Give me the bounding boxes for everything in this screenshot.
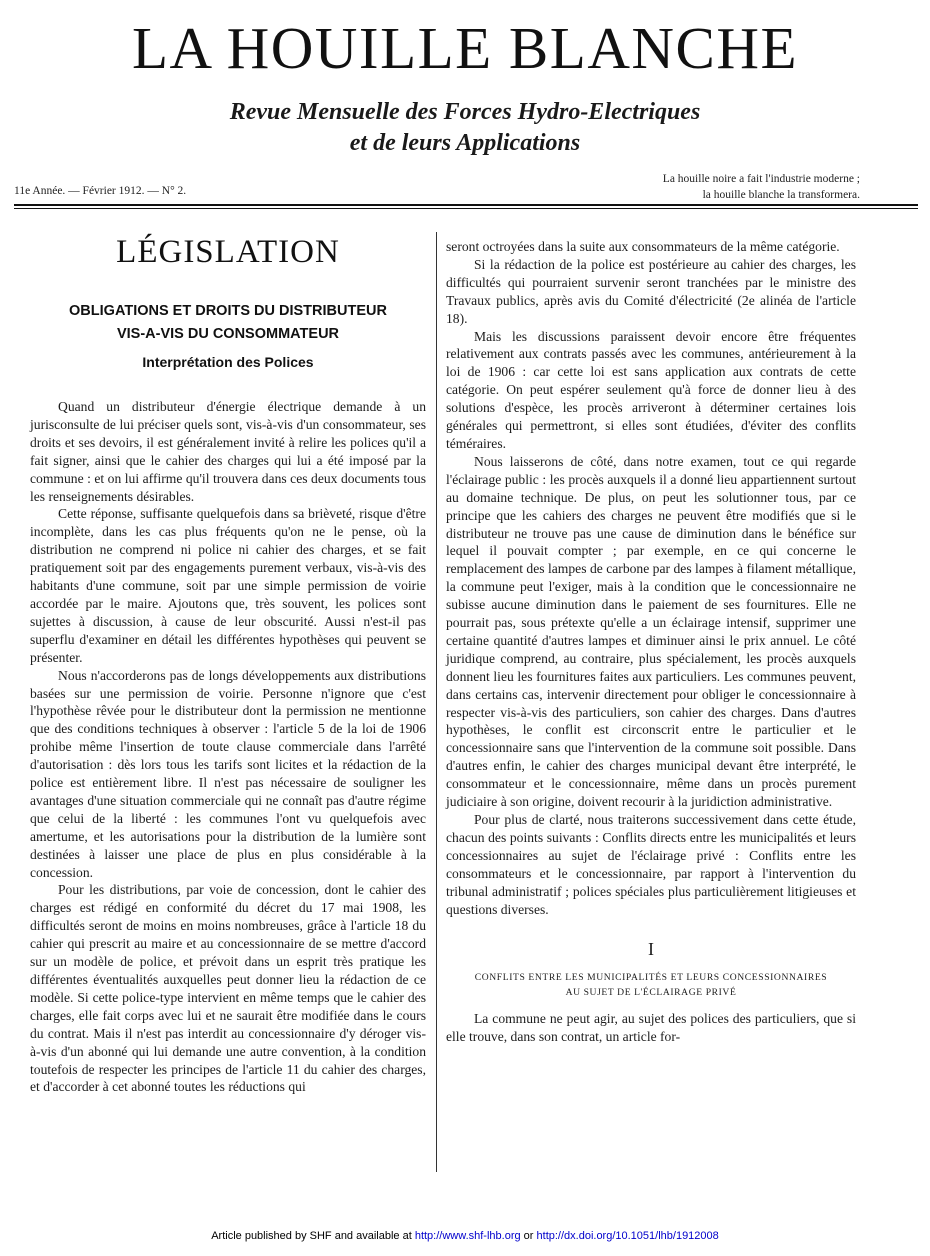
subsection-heading: [446, 970, 856, 1000]
footer-link-doi[interactable]: http://dx.doi.org/10.1051/lhb/1912008: [536, 1230, 719, 1242]
subsection-heading-line-1: CONFLITS ENTRE LES MUNICIPALITÉS ET LEURS CONCESSIONNAIRES: [474, 972, 828, 984]
footer: [0, 1230, 930, 1242]
paragraph: Nous n'accorderons pas de longs développements aux distributions basées sur une permission de voirie. Personne n'ignore que c'est l'hypothèse rêvée pour le distributeur dont la permission ne mentionne que des conditions techniques à observer : l'article 5 de la loi de 1906 prohibe même l'insertion de toute clause commerciale dans l'arrêté d'autorisation : dès lors tous les tarifs sont licites et la rédaction de la police est entièrement libre. Il n'est pas nécessaire de souligner les avantages d'une situation commerciale qui ne connaît pas d'autre régime que celui de la liberté : les communes l'ont vu quelquefois avec amertume, et les autorisations pour la distribution de la lumière sont destinées à laisser une place de plus en plus considérable à la concession.: [30, 667, 426, 880]
footer-link-shf[interactable]: http://www.shf-lhb.org: [414, 1230, 521, 1242]
header-rule-thin: [14, 208, 918, 209]
issue-info: 11e Année. — Février 1912. — N° 2.: [14, 185, 187, 197]
article-title: [30, 300, 426, 346]
paragraph: Si la rédaction de la police est postérieure au cahier des charges, les difficultés qui pourraient survenir seront tranchées par le ministre des Travaux publics, après avis du Comité d'électricité (2e alinéa de l'article 18).: [446, 256, 856, 326]
footer-middle: or: [523, 1230, 534, 1242]
paragraph: La commune ne peut agir, au sujet des polices des particuliers, que si elle trouve, dans son contrat, un article for-: [446, 1011, 856, 1045]
left-column: [30, 398, 426, 1096]
article-title-line-2: VIS-A-VIS DU CONSOMMATEUR: [116, 326, 340, 342]
column-divider: [436, 232, 437, 1172]
subsection-heading-line-2: AU SUJET DE L'ÉCLAIRAGE PRIVÉ: [565, 987, 737, 999]
section-title: LÉGISLATION: [116, 234, 340, 270]
right-column: [446, 238, 856, 1046]
motto-line-1: La houille noire a fait l'industrie moderne ;: [662, 173, 860, 185]
paragraph: Quand un distributeur d'énergie électrique demande à un jurisconsulte de lui préciser quels sont, vis-à-vis d'un consommateur, ses droits et ses devoirs, il est généralement invité à relire les polices qu'il a fait signer, ainsi que le cahier des charges qui lui a été imposé par la commune : et on lui affirme qu'il trouvera dans ces deux documents tous les renseignements désirables.: [30, 399, 426, 504]
article-subtitle: Interprétation des Polices: [142, 354, 314, 370]
paragraph: Cette réponse, suffisante quelquefois dans sa brièveté, risque d'être incomplète, dans les cas plus fréquents qu'on ne le pense, où la distribution ne comprend ni police ni cahier des charges, et se fait pratiquement soit par des engagements purement verbaux, vis-à-vis des habitants d'une commune, soit par une simple permission de voirie accordée par le maire. Ajoutons que, très souvent, les polices sont sujettes à discussion, à cause de leur obscurité. Aussi n'est-il pas superflu d'examiner en détail les différentes hypothèses qui peuvent se présenter.: [30, 506, 426, 665]
motto: [663, 171, 860, 203]
masthead-subtitle-2: et de leurs Applications: [349, 130, 581, 156]
paragraph: Nous laisserons de côté, dans notre examen, tout ce qui regarde l'éclairage public : les procès auxquels il a donné lieu appartiennent surtout au domaine technique. De plus, on peut les solutionner tous, par ce principe que les cahiers des charges ne peuvent être modifiés que si le distributeur ne trouve pas une cause de diminution dans le bénéfice sur lequel il pouvait compter ; par exemple, en ce qui concerne le remplacement des lampes de carbone par des lampes à filament métallique, la commune peut l'exiger, mais à la condition que le concessionnaire ne subisse aucune diminution dans le paiement de ses fournitures. Elle ne pourrait pas, sous prétexte qu'elle a un éclairage intensif, supprimer une certaine quantité d'autres lampes et diminuer ainsi le prix annuel. Le côté juridique comprend, au contraire, plus spécialement, les procès auxquels donnent lieu les fournitures faites aux particuliers. Les communes peuvent, dans certains cas, intervenir directement pour obliger le concessionnaire à respecter vis-à-vis des particuliers, son cahier des charges. Dans d'autres hypothèses, le conflit est circonscrit entre le particulier et le concessionnaire sans que l'intervention de la commune soit possible. Dans d'autres enfin, le cahier des charges municipal devant être interprété, le consommateur et le concessionnaire, même dans un procès purement judiciaire à son origine, doivent recourir à la juridiction administrative.: [446, 453, 856, 810]
subsection-number: I: [648, 939, 654, 960]
paragraph: Pour plus de clarté, nous traiterons successivement dans cette étude, chacun des points suivants : Conflits directs entre les municipalités et leurs concessionnaires au sujet de l'éclairage privé : Conflits entre les consommateurs et le concessionnaire, par rapport à l'intervention du tribunal administratif ; polices spéciales plus particulièrement litigieuses et questions diverses.: [446, 812, 856, 917]
footer-prefix: Article published by SHF and available at: [211, 1230, 412, 1242]
header-rule-thick: [14, 204, 918, 206]
masthead-subtitle-1: Revue Mensuelle des Forces Hydro-Electriques: [229, 99, 701, 125]
paragraph: Mais les discussions paraissent devoir encore être fréquentes relativement aux contrats passés avec les communes, antérieurement à la loi de 1906 : car cette loi est sans application aux contrats de cette catégorie. On peut espérer seulement qu'à force de donner lieu à des solutions d'espèce, les procès arriveront à déterminer certaines lois générales qui permettront, si elles sont étudiées, d'éviter des conflits téméraires.: [446, 328, 856, 451]
paragraph: Pour les distributions, par voie de concession, dont le cahier des charges est rédigé en conformité du décret du 17 mai 1908, les difficultés seront de moins en moins nombreuses, grâce à l'article 18 du cahier qui prescrit au maire et au concessionnaire de se mettre d'accord sur un modèle de police, et prévoit dans un esprit très pratique les différentes éventualités auxquelles peut donner lieu la rédaction de ce modèle. Si cette police-type intervient en même temps que le cahier des charges, elle fait corps avec lui et ne saurait être modifiée dans le cours du contrat. Mais il n'est pas interdit au concessionnaire d'y déroger vis-à-vis d'un abonné qui lui demande une autre convention, à la condition toutefois de respecter les principes de l'article 11 du cahier des charges, et d'accorder à cet abonné toutes les réductions qui: [30, 882, 426, 1095]
motto-line-2: la houille blanche la transformera.: [702, 189, 860, 201]
masthead-title: LA HOUILLE BLANCHE: [131, 15, 799, 81]
article-title-line-1: OBLIGATIONS ET DROITS DU DISTRIBUTEUR: [69, 303, 387, 319]
paragraph: seront octroyées dans la suite aux consommateurs de la même catégorie.: [446, 239, 840, 254]
